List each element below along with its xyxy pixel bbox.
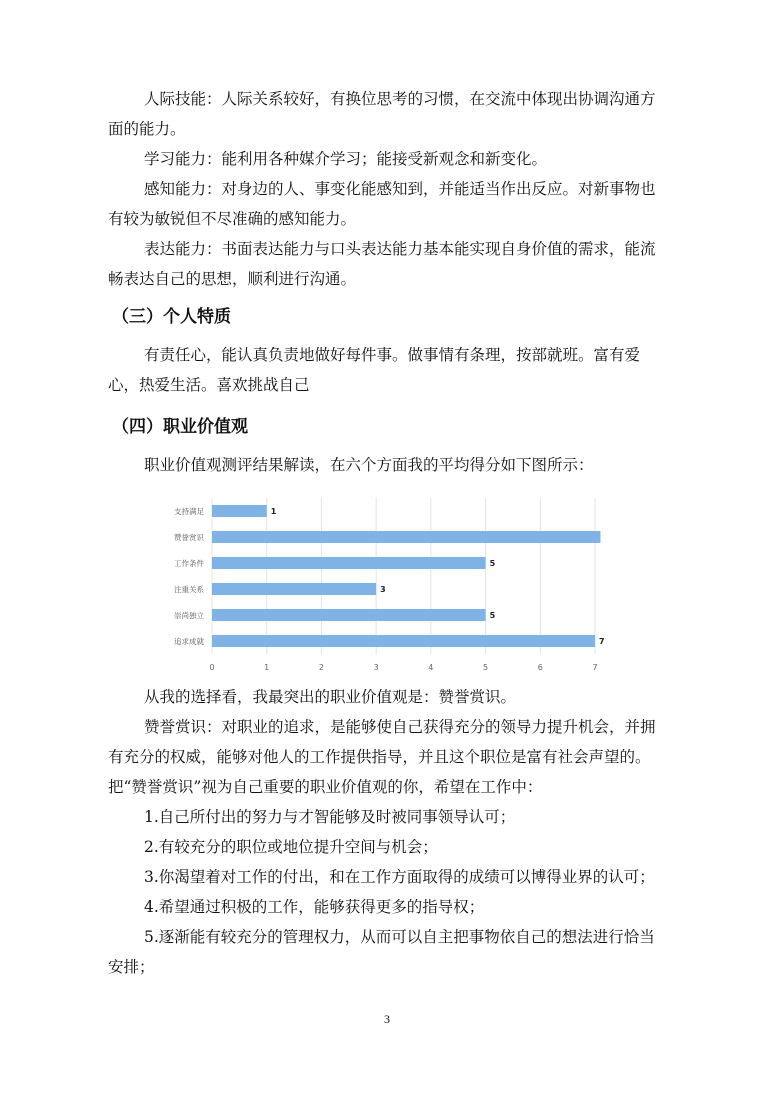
- list-item: 1.自己所付出的努力与才智能够及时被同事领导认可；: [144, 808, 516, 826]
- section-heading-career-values: （四）职业价值观: [112, 417, 248, 437]
- data-label: 7: [599, 637, 605, 646]
- paragraph-personal-traits: 有责任心，能认真负责地做好每件事。做事情有条理，按部就班。富有爱心，热爱生活。喜欢挑战自己: [108, 346, 641, 394]
- paragraph-lead: 把“赞誉赏识”视为自己重要的职业价值观的你，希望在工作中：: [108, 778, 543, 796]
- data-label: 5: [489, 611, 496, 620]
- paragraph-learning-ability: 学习能力：能利用各种媒介学习；能接受新观念和新变化。: [144, 150, 548, 168]
- data-label: 3: [380, 585, 386, 594]
- x-tick-label: 4: [428, 663, 434, 672]
- bar: [212, 635, 595, 647]
- category-label: 追求成就: [174, 637, 204, 646]
- list-item: 3.你渴望着对工作的付出，和在工作方面取得的成绩可以博得业界的认可；: [144, 868, 655, 886]
- career-values-bar-chart: [160, 490, 620, 680]
- section-heading-personal-traits: （三）个人特质: [112, 307, 231, 327]
- x-tick-label: 0: [209, 663, 215, 672]
- x-tick-label: 5: [483, 663, 489, 672]
- bar: [212, 609, 486, 621]
- x-tick-label: 1: [264, 663, 270, 672]
- paragraph-interpersonal-skill: 人际技能：人际关系较好，有换位思考的习惯，在交流中体现出协调沟通方面的能力。: [108, 90, 656, 138]
- bar: [212, 557, 486, 569]
- bar: [212, 505, 267, 517]
- paragraph-perception-ability: 感知能力：对身边的人、事变化能感知到，并能适当作出反应。对新事物也有较为敏锐但不尽准确的感知能力。: [108, 180, 656, 228]
- paragraph-chart-intro: 职业价值观测评结果解读，在六个方面我的平均得分如下图所示：: [144, 456, 594, 474]
- x-tick-label: 6: [537, 663, 543, 672]
- category-label: 赞誉赏识: [174, 533, 204, 542]
- bar: [212, 531, 600, 543]
- x-tick-label: 7: [592, 663, 598, 672]
- bar: [212, 583, 376, 595]
- category-label: 支持满足: [174, 507, 204, 516]
- paragraph-expression-ability: 表达能力：书面表达能力与口头表达能力基本能实现自身价值的需求，能流畅表达自己的思想，顺利进行沟通。: [108, 240, 656, 288]
- data-label: 1: [270, 507, 277, 516]
- paragraph-conclusion: 从我的选择看，我最突出的职业价值观是：赞誉赏识。: [144, 688, 517, 706]
- x-tick-label: 2: [318, 663, 324, 672]
- x-tick-label: 3: [373, 663, 379, 672]
- paragraph-recognition-desc: 赞誉赏识：对职业的追求，是能够使自己获得充分的领导力提升机会，并拥有充分的权威，能够对他人的工作提供指导，并且这个职位是富有社会声望的。: [108, 718, 656, 766]
- category-label: 工作条件: [174, 559, 204, 568]
- list-item: 5.逐渐能有较充分的管理权力，从而可以自主把事物依自己的想法进行恰当安排；: [108, 928, 655, 976]
- category-label: 崇尚独立: [174, 611, 204, 620]
- page-number: 3: [384, 1012, 390, 1026]
- category-label: 注重关系: [174, 585, 204, 594]
- list-item: 2.有较充分的职位或地位提升空间与机会；: [144, 838, 438, 856]
- data-label: 5: [489, 559, 496, 568]
- list-item: 4.希望通过积极的工作，能够获得更多的指导权；: [144, 898, 485, 916]
- expectation-list: [108, 802, 668, 982]
